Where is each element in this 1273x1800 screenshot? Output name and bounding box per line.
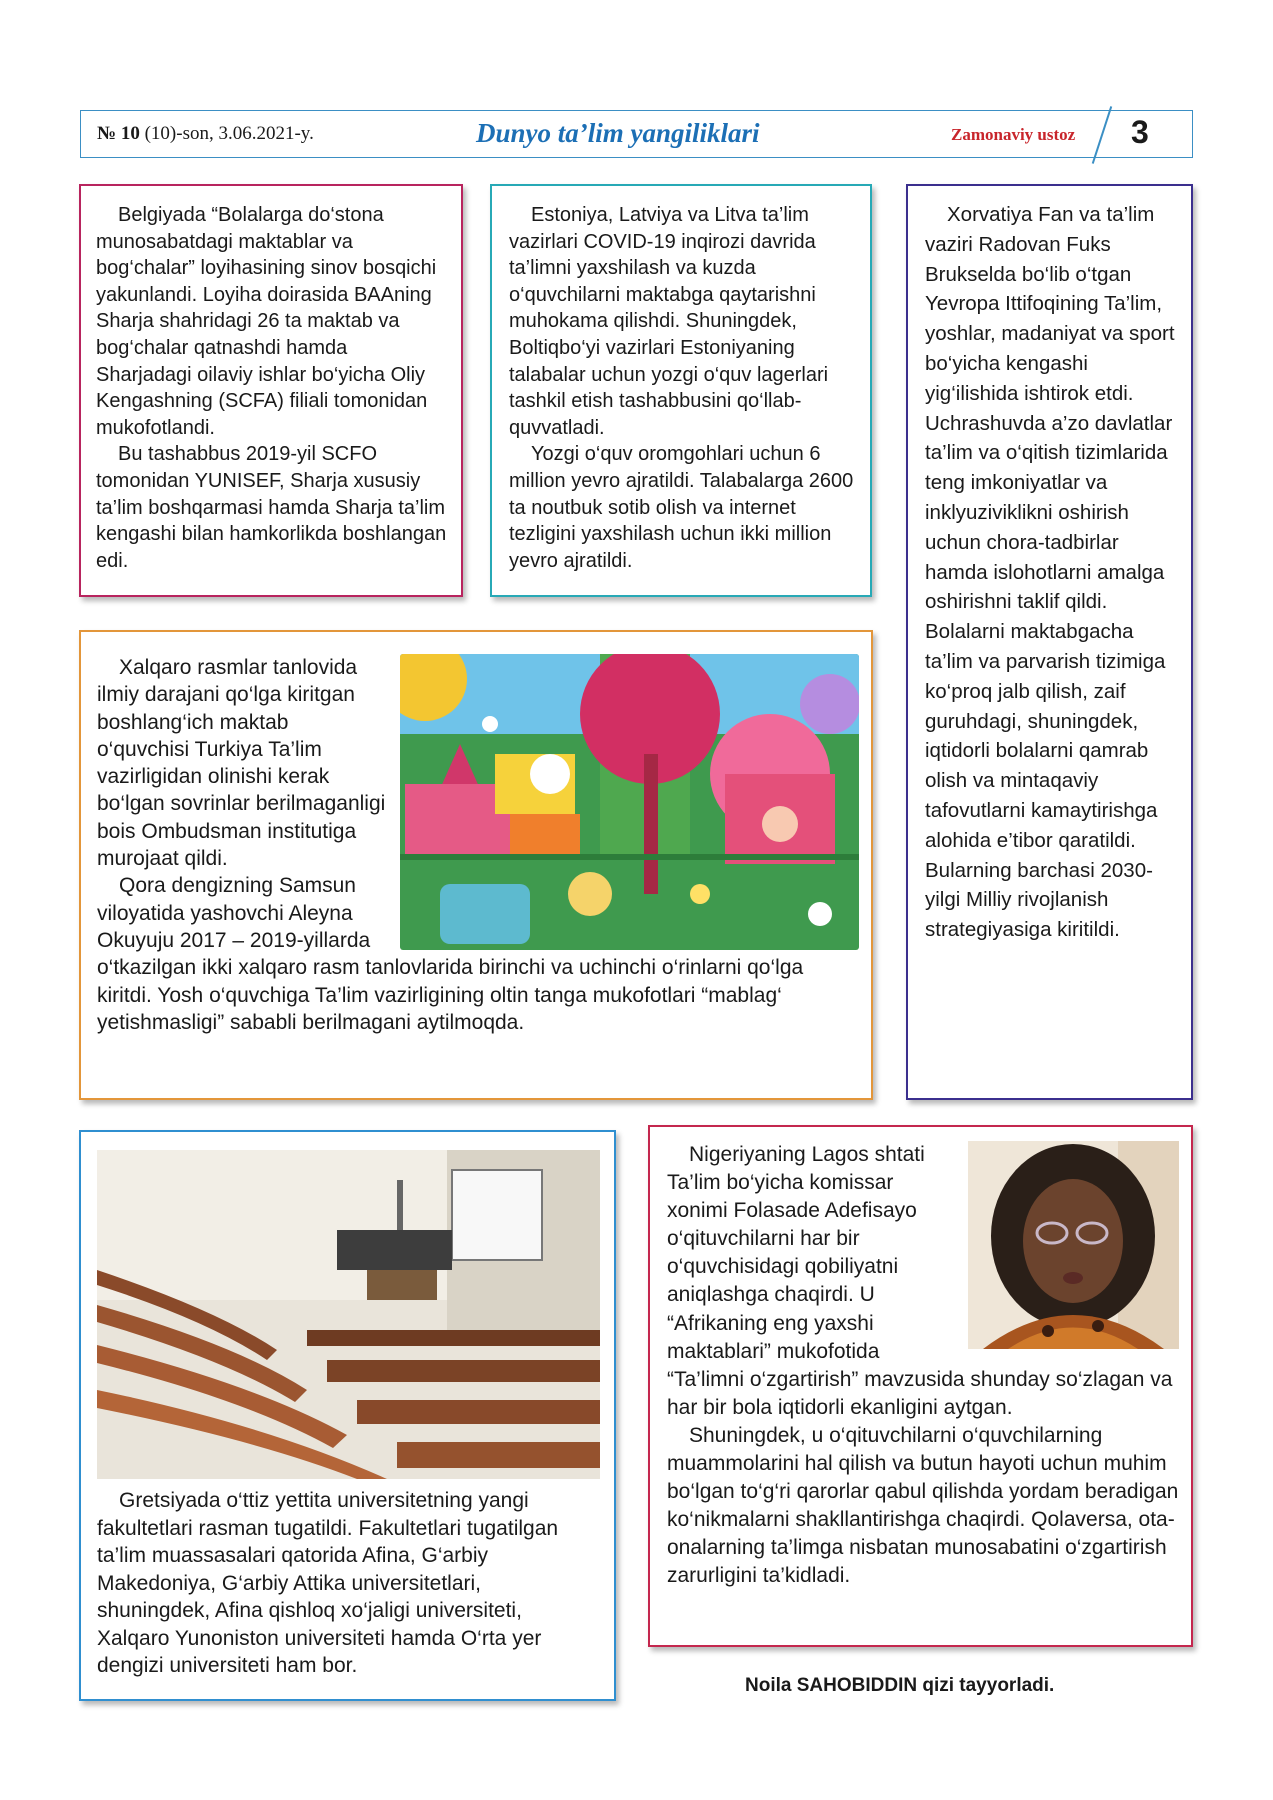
article-croatia <box>906 184 1193 1100</box>
page-number: 3 <box>1131 114 1149 150</box>
article-belgium-p1: Belgiyada “Bolalarga do‘stona munosabatdagi maktablar va bog‘chalar” loyihasining sinov bosqichi yakunlandi. Loyiha doirasida BAAning Sharja shahridagi 26 ta maktab va bog‘chalar qatnashdi hamda Sharjadagi oilaviy ishlar bo‘yicha Oliy Kengashning (SCFA) filiali tomonidan mukofotlandi. <box>96 204 437 439</box>
article-belgium <box>79 184 463 597</box>
article-nigeria-p2: Shuningdek, u o‘qituvchilarni o‘quvchilarning muammolarini hal qilish va butun hayoti uchun muhim bo‘lgan to‘g‘ri qarorlar qabul qilishda yordam beradigan ko‘nikmalarni shakllantirishga chaqirdi. Qolaversa, ota-onalarning ta’limga nisbatan munosabatini o‘zgartirish zarurligini ta’kidladi. <box>667 1423 1179 1588</box>
article-greece <box>79 1130 616 1701</box>
page-header <box>80 110 1193 158</box>
author-signature: Noila SAHOBIDDIN qizi tayyorladi. <box>745 1675 1055 1696</box>
header-divider <box>1092 106 1112 164</box>
issue-number: № 10 (10)-son, 3.06.2021-y. <box>97 123 314 144</box>
section-title: Dunyo ta’lim yangiliklari <box>476 118 760 148</box>
article-turkey <box>79 630 873 1100</box>
article-nigeria-p1: Nigeriyaning Lagos shtati Ta’lim bo‘yicha komissar xonimi Folasade Adefisayo o‘qituvchilarni har bir o‘quvchisidagi qobiliyatni aniqlashga chaqirdi. U “Afrikaning eng yaxshi maktablari” mukofotida “Ta’limni o‘zgartirish” mavzusida shunday so‘zlagan va har bir bola iqtidorli ekanligini aytgan. <box>667 1143 1173 1419</box>
article-nigeria <box>648 1125 1193 1647</box>
article-croatia-p1: Xorvatiya Fan va ta’lim vaziri Radovan Fuks Brukselda bo‘lib o‘tgan Yevropa Ittifoqining Ta’lim, yoshlar, madaniyat va sport bo‘yicha kengashi yig‘ilishida ishtirok etdi. Uchrashuvda a’zo davlatlar ta’lim va o‘qitish tizimlarida teng imkoniyatlar va inklyuziviklikni oshirish uchun chora-tadbirlar hamda islohotlarni amalga oshirishni taklif qildi. Bolalarni maktabgacha ta’lim va parvarish tizimiga ko‘proq jalb qilish, zaif guruhdagi, shuningdek, iqtidorli bolalarni qamrab olish va mintaqaviy tafovutlarni kamaytirishga alohida e’tibor qaratildi. Bularning barchasi 2030-yilgi Milliy rivojlanish strategiyasiga kiritildi. <box>925 203 1175 942</box>
article-belgium-p2: Bu tashabbus 2019-yil SCFO tomonidan YUNISEF, Sharja xususiy ta’lim boshqarmasi hamda Sharja ta’lim kengashi bilan hamkorlikda boshlangan edi. <box>96 443 447 572</box>
lecture-hall-image <box>97 1150 600 1479</box>
commissioner-portrait-image <box>968 1141 1179 1349</box>
article-baltic <box>490 184 872 597</box>
article-baltic-p2: Yozgi o‘quv oromgohlari uchun 6 million yevro ajratildi. Talabalarga 2600 ta noutbuk sotib olish va internet tezligini yaxshilash uchun ikki million yevro ajratildi. <box>509 443 854 572</box>
article-turkey-p1: Xalqaro rasmlar tanlovida ilmiy darajani qo‘lga kiritgan boshlang‘ich maktab o‘quvchisi Turkiya Ta’lim vazirligidan olinishi kerak bo‘lgan sovrinlar berilmaganligi bois Ombudsman institutiga murojaat qildi. <box>97 656 386 871</box>
article-greece-p1: Gretsiyada o‘ttiz yettita universitetning yangi fakultetlari rasman tugatildi. Fakultetlari tugatilgan ta’lim muassasalari qatorida Afina, G‘arbiy Makedoniya, G‘arbiy Attika universitetlari, shuningdek, Afina qishloq xo‘jaligi universiteti, Xalqaro Yunoniston universiteti hamda O‘rta yer dengizi universiteti ham bor. <box>97 1489 559 1677</box>
article-turkey-p2: Qora dengizning Samsun viloyatida yashovchi Aleyna Okuyuju 2017 – 2019-yillarda o‘tkazilgan ikki xalqaro rasm tanlovlarida birinchi va uchinchi o‘rinlarni qo‘lga kiritdi. Yosh o‘quvchiga Ta’lim vazirligining oltin tanga mukofotlari “mablag‘ yetishmasligi” sababli berilmagani aytilmoqda. <box>97 874 804 1034</box>
article-baltic-p1: Estoniya, Latviya va Litva ta’lim vazirlari COVID-19 inqirozi davrida ta’limni yaxshilash va kuzda o‘quvchilarni maktabga qaytarishni muhokama qilishdi. Shuningdek, Boltiqbo‘yi vazirlari Estoniyaning talabalar uchun yozgi o‘quv lagerlari tashkil etish tashabbusini qo‘llab-quvvatladi. <box>509 204 829 439</box>
children-drawing-image <box>400 654 859 950</box>
newspaper-name: Zamonaviy ustoz <box>951 125 1076 144</box>
